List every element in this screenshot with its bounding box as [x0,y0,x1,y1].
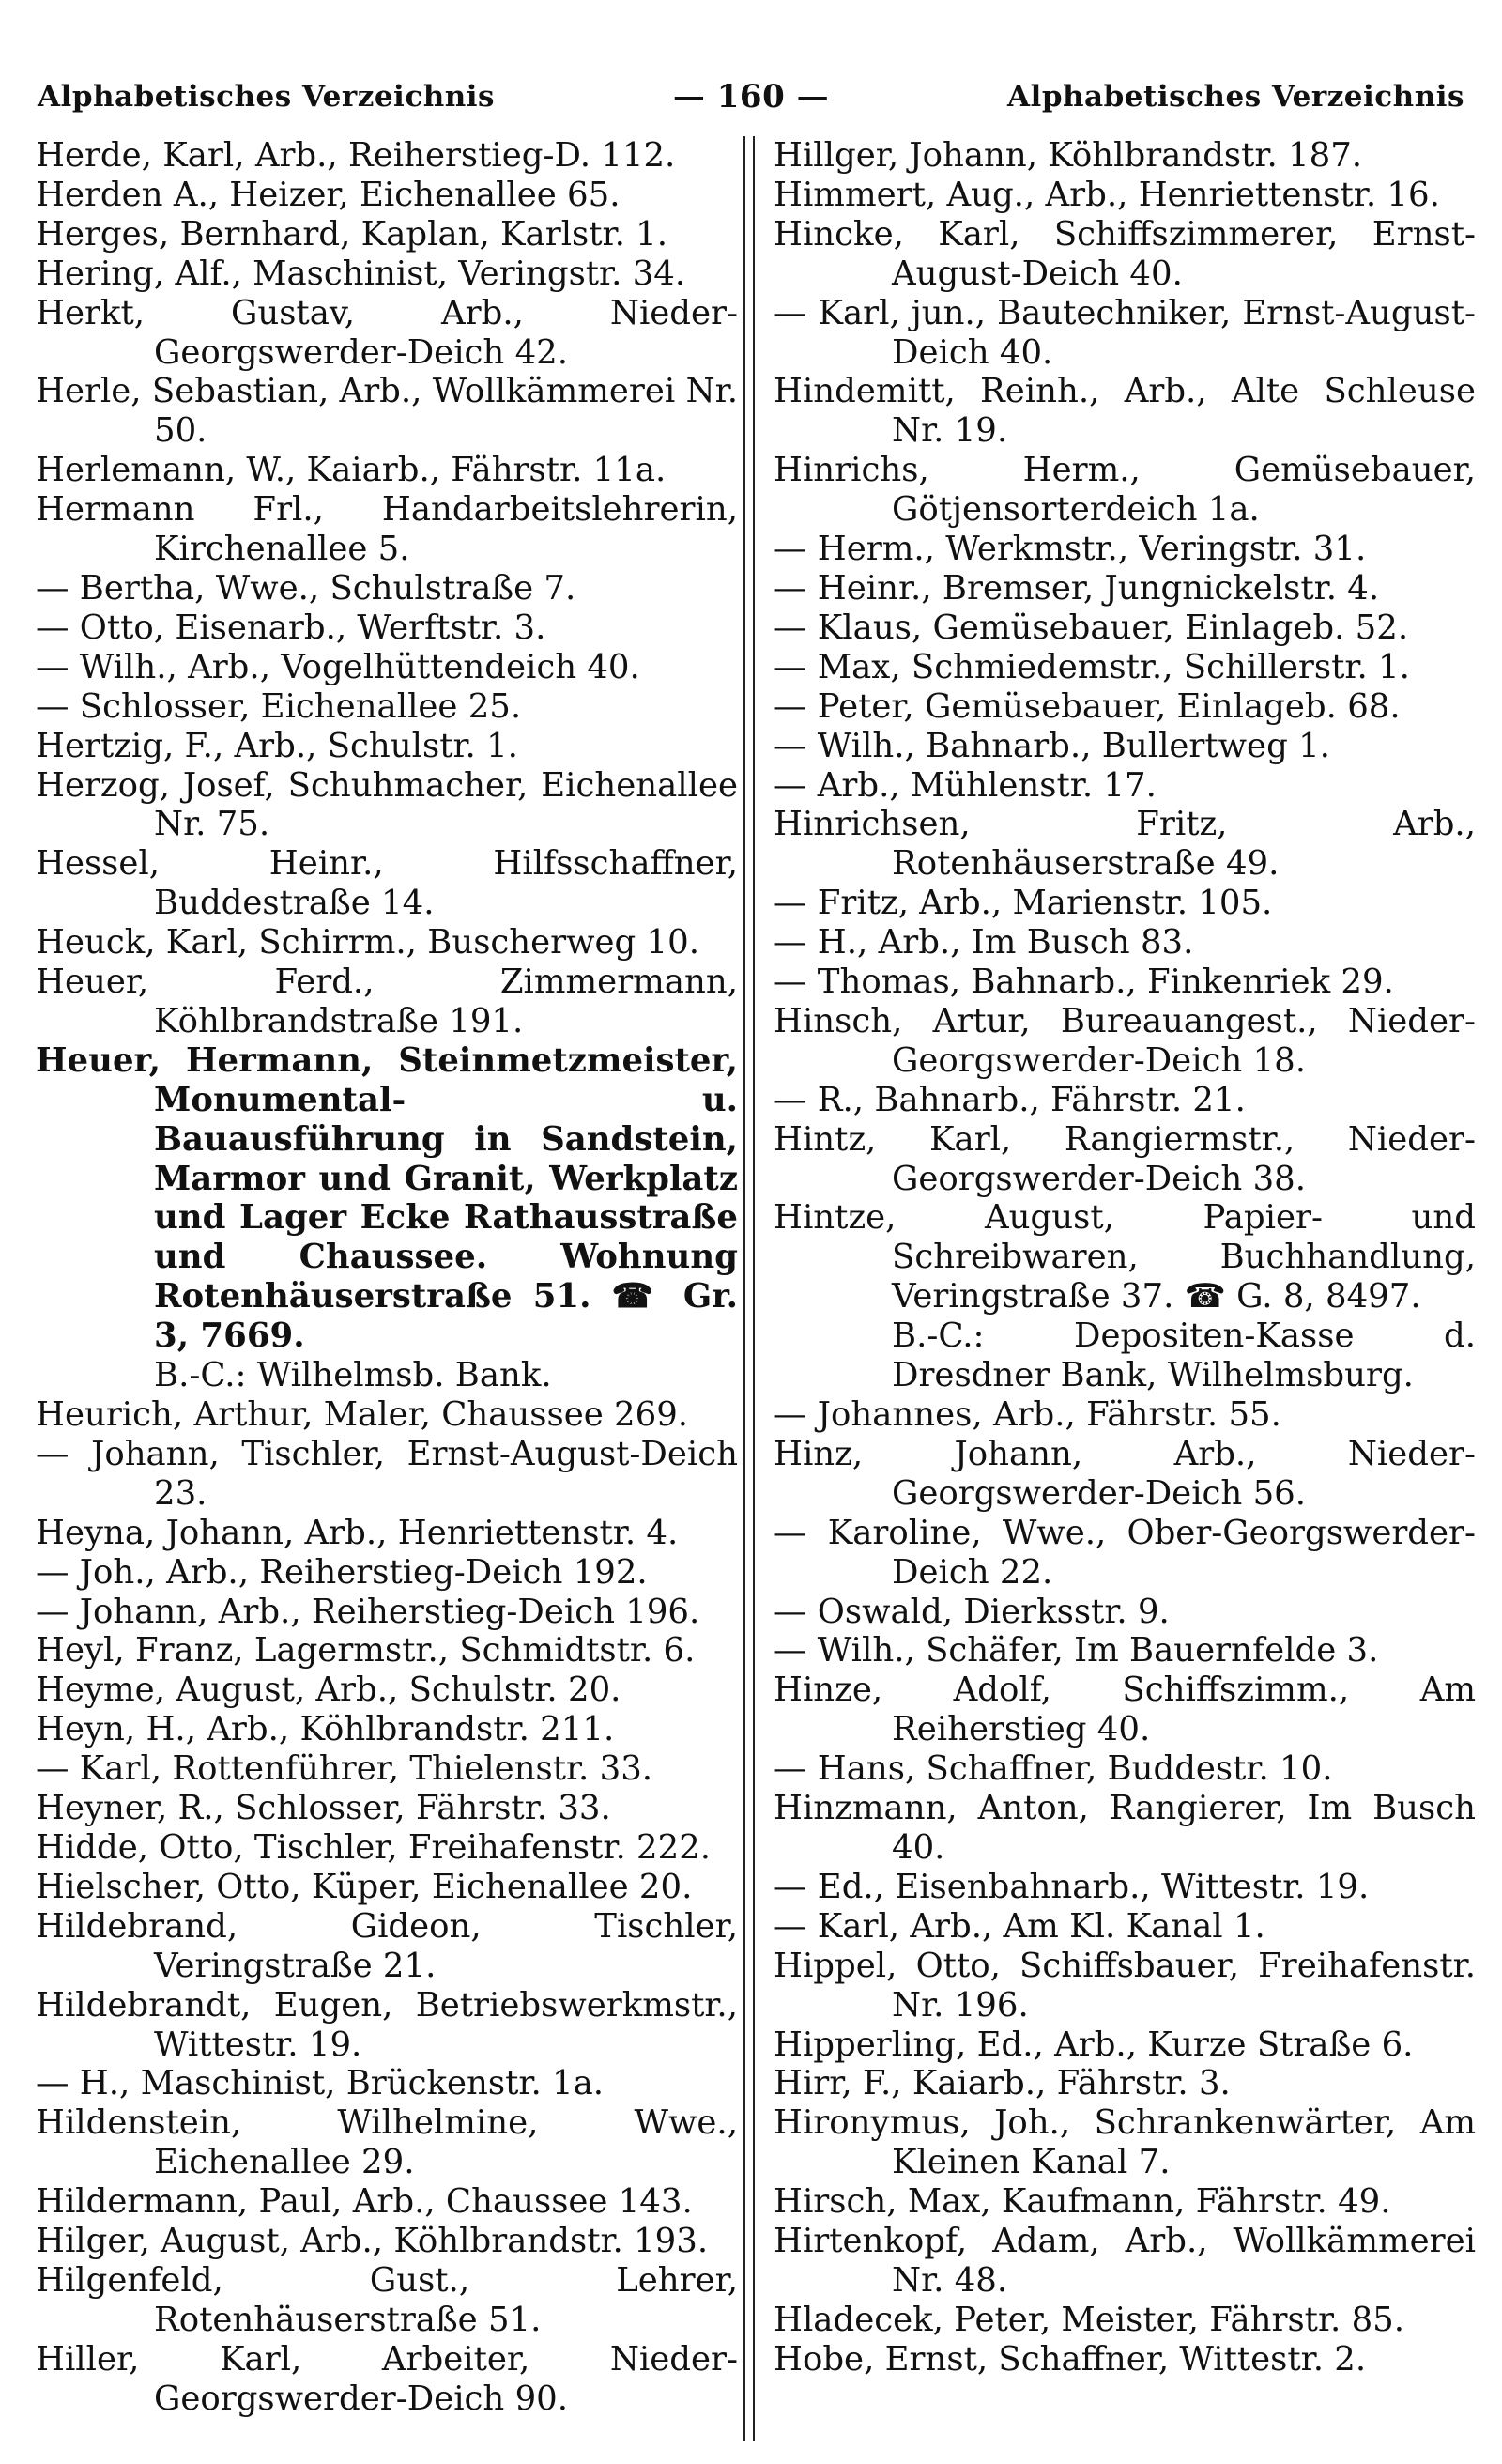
directory-entry: Hinze, Adolf, Schiffszimm., Am Reiherstieg 40. [774,1671,1476,1749]
directory-entry: — Karl, jun., Bautechniker, Ernst-August-Deich 40. [774,293,1476,372]
column-divider [753,136,755,2441]
directory-entry: Hinzmann, Anton, Rangierer, Im Busch 40. [774,1789,1476,1867]
directory-entry: Hinsch, Artur, Bureauangest., Nieder-Georgswerder-Deich 18. [774,1001,1476,1080]
directory-entry: — Karl, Rottenführer, Thielenstr. 33. [36,1749,653,1789]
directory-entry: — Oswald, Dierksstr. 9. [774,1592,1170,1631]
directory-entry: — Johannes, Arb., Fährstr. 55. [774,1395,1281,1434]
directory-entry: Hinrichsen, Fritz, Arb., Rotenhäuserstraße 49. [774,805,1476,884]
directory-entry: — Wilh., Arb., Vogelhüttendeich 40. [36,647,640,686]
directory-entry: Heuck, Karl, Schirrm., Buscherweg 10. [36,923,700,962]
directory-entry: Hertzig, F., Arb., Schulstr. 1. [36,726,518,765]
directory-entry: Heyme, August, Arb., Schulstr. 20. [36,1671,621,1710]
directory-entry: — Peter, Gemüsebauer, Einlageb. 68. [774,686,1401,726]
directory-entry: Himmert, Aug., Arb., Henriettenstr. 16. [774,175,1440,214]
directory-entry: Heyn, H., Arb., Köhlbrandstr. 211. [36,1710,615,1749]
directory-entry: Heuer, Ferd., Zimmermann, Köhlbrandstraße 191. [36,962,738,1040]
directory-entry: — H., Arb., Im Busch 83. [774,923,1194,962]
directory-entry: — Karoline, Wwe., Ober-Georgswerder-Deich 22. [774,1513,1476,1592]
directory-entry: Herle, Sebastian, Arb., Wollkämmerei Nr. 50. [36,372,738,451]
directory-entry: — Wilh., Bahnarb., Bullertweg 1. [774,726,1330,765]
directory-entry: Hielscher, Otto, Küper, Eichenallee 20. [36,1867,693,1906]
directory-entry: Hillger, Johann, Köhlbrandstr. 187. [774,136,1363,175]
directory-entry: Hipperling, Ed., Arb., Kurze Straße 6. [774,2025,1414,2064]
header-left-title: Alphabetisches Verzeichnis [38,80,496,114]
directory-entry: Hirtenkopf, Adam, Arb., Wollkämmerei Nr. 48. [774,2222,1476,2300]
directory-entry-advertisement: Heuer, Hermann, Steinmetzmeister, Monumental- u. Bauausführung in Sandstein, Marmor und Granit, Werkplatz und Lager Ecke Rathausstraße und Chaussee. Wohnung Rotenhäuserstraße 51. ☎ Gr. 3, 7669. [36,1040,738,1356]
directory-entry: Heyna, Johann, Arb., Henriettenstr. 4. [36,1513,679,1552]
directory-entry: Hinrichs, Herm., Gemüsebauer, Götjensorterdeich 1a. [774,451,1476,530]
directory-entry: — Klaus, Gemüsebauer, Einlageb. 52. [774,608,1409,647]
directory-entry: Hirr, F., Kaiarb., Fährstr. 3. [774,2064,1231,2103]
directory-entry: Hladecek, Peter, Meister, Fährstr. 85. [774,2300,1405,2339]
directory-entry: — Johann, Tischler, Ernst-August-Deich 23. [36,1434,738,1513]
directory-entry: Hilger, August, Arb., Köhlbrandstr. 193. [36,2222,709,2261]
directory-entry: Herzog, Josef, Schuhmacher, Eichenallee Nr. 75. [36,765,738,844]
directory-entry: — R., Bahnarb., Fährstr. 21. [774,1080,1246,1119]
directory-entry: — Johann, Arb., Reiherstieg-Deich 196. [36,1592,700,1631]
directory-entry: — Bertha, Wwe., Schulstraße 7. [36,568,576,608]
directory-entry: Hippel, Otto, Schiffsbauer, Freihafenstr. Nr. 196. [774,1946,1476,2025]
directory-entry: Hildebrand, Gideon, Tischler, Veringstraße 21. [36,1906,738,1985]
directory-entry: Hidde, Otto, Tischler, Freihafenstr. 222. [36,1827,712,1867]
directory-entry: Hintz, Karl, Rangiermstr., Nieder-Georgswerder-Deich 38. [774,1119,1476,1198]
directory-entry: Hermann Frl., Handarbeitslehrerin, Kirchenallee 5. [36,490,738,569]
directory-entry: — H., Maschinist, Brückenstr. 1a. [36,2064,605,2103]
directory-entry: Hilgenfeld, Gust., Lehrer, Rotenhäuserstraße 51. [36,2260,738,2339]
page-header [38,73,1464,120]
directory-entry-bank: B.-C.: Wilhelmsb. Bank. [154,1356,552,1395]
header-right-title: Alphabetisches Verzeichnis [1006,80,1464,114]
directory-entry: Herlemann, W., Kaiarb., Fährstr. 11a. [36,451,667,490]
directory-entry: Hering, Alf., Maschinist, Veringstr. 34. [36,254,686,293]
directory-entry: Herkt, Gustav, Arb., Nieder-Georgswerder-Deich 42. [36,293,738,372]
directory-entry: Hincke, Karl, Schiffszimmerer, Ernst-August-Deich 40. [774,214,1476,293]
right-column [774,136,1476,2379]
directory-entry: Hironymus, Joh., Schrankenwärter, Am Kleinen Kanal 7. [774,2103,1476,2182]
directory-entry: — Thomas, Bahnarb., Finkenriek 29. [774,962,1394,1002]
directory-entry: Hinz, Johann, Arb., Nieder-Georgswerder-Deich 56. [774,1434,1476,1513]
directory-entry: Hintze, August, Papier- und Schreibwaren, Buchhandlung, Veringstraße 37. ☎ G. 8, 8497. [774,1198,1476,1317]
directory-entry: Heurich, Arthur, Maler, Chaussee 269. [36,1395,689,1434]
directory-entry: Herden A., Heizer, Eichenallee 65. [36,175,621,214]
directory-entry: Hildenstein, Wilhelmine, Wwe., Eichenallee 29. [36,2103,738,2182]
directory-entry: — Otto, Eisenarb., Werftstr. 3. [36,608,546,647]
directory-entry: Hirsch, Max, Kaufmann, Fährstr. 49. [774,2182,1391,2222]
directory-entry: Hessel, Heinr., Hilfsschaffner, Buddestraße 14. [36,844,738,923]
directory-entry: — Ed., Eisenbahnarb., Wittestr. 19. [774,1867,1370,1906]
directory-entry: — Karl, Arb., Am Kl. Kanal 1. [774,1906,1265,1946]
directory-entry: — Hans, Schaffner, Buddestr. 10. [774,1749,1333,1789]
left-column [36,136,738,2419]
directory-entry: — Fritz, Arb., Marienstr. 105. [774,884,1273,923]
directory-entry: Hobe, Ernst, Schaffner, Wittestr. 2. [774,2339,1367,2379]
directory-entry: — Joh., Arb., Reiherstieg-Deich 192. [36,1552,648,1592]
directory-entry: Hildermann, Paul, Arb., Chaussee 143. [36,2182,693,2222]
directory-entry: Hildebrandt, Eugen, Betriebswerkmstr., Wittestr. 19. [36,1985,738,2064]
directory-entry: Hiller, Karl, Arbeiter, Nieder-Georgswerder-Deich 90. [36,2339,738,2418]
directory-entry: — Schlosser, Eichenallee 25. [36,686,522,726]
directory-entry: Heyl, Franz, Lagermstr., Schmidtstr. 6. [36,1631,696,1671]
directory-entry: Heyner, R., Schlosser, Fährstr. 33. [36,1789,611,1828]
directory-entry: — Arb., Mühlenstr. 17. [774,765,1157,805]
directory-entry: Herges, Bernhard, Kaplan, Karlstr. 1. [36,214,668,254]
directory-entry: — Heinr., Bremser, Jungnickelstr. 4. [774,568,1380,608]
directory-entry: — Max, Schmiedemstr., Schillerstr. 1. [774,647,1410,686]
column-divider [743,136,745,2441]
directory-entry-bank: B.-C.: Depositen-Kasse d. Dresdner Bank, Wilhelmsburg. [892,1317,1476,1395]
page-number: — 160 — [672,78,830,116]
directory-entry: — Herm., Werkmstr., Veringstr. 31. [774,530,1367,569]
directory-entry: — Wilh., Schäfer, Im Bauernfelde 3. [774,1631,1379,1671]
directory-entry: Herde, Karl, Arb., Reiherstieg-D. 112. [36,136,676,175]
directory-entry: Hindemitt, Reinh., Arb., Alte Schleuse Nr. 19. [774,372,1476,451]
